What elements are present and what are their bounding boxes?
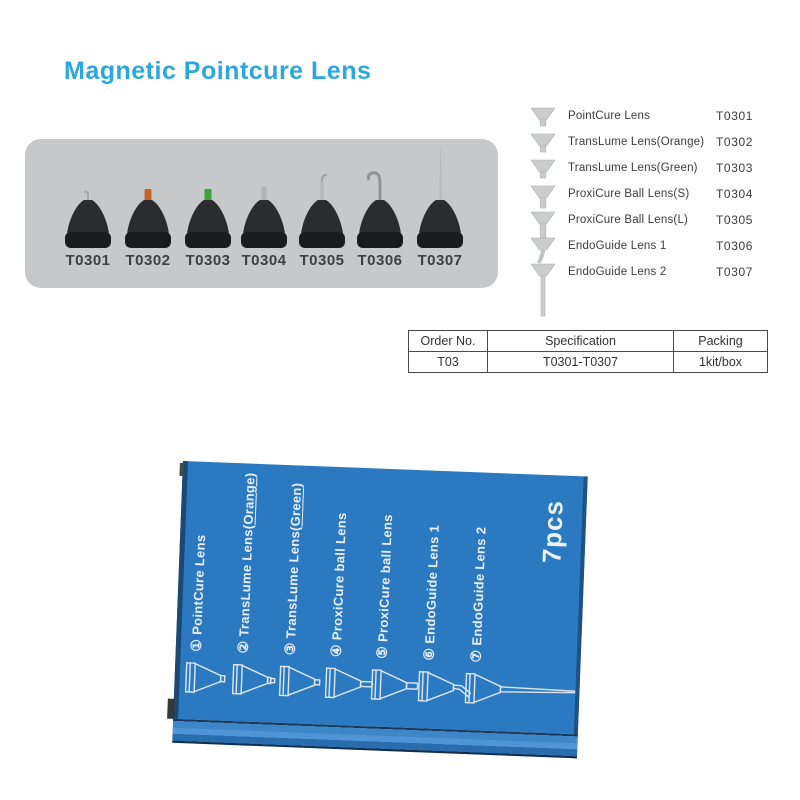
order-table bbox=[408, 330, 768, 373]
lens-code: T0305 bbox=[716, 213, 754, 227]
lens-tip-stem-icon bbox=[320, 180, 324, 201]
lens-name: EndoGuide Lens 2 bbox=[568, 266, 667, 278]
lens-photo-t0303 bbox=[178, 147, 238, 249]
box-funnel-icon-2 bbox=[231, 663, 278, 697]
page-title: Magnetic Pointcure Lens bbox=[64, 57, 372, 85]
circled-number-icon: ① bbox=[187, 638, 205, 652]
lens-name: TransLume Lens(Orange) bbox=[568, 136, 705, 148]
box-funnel-icon-3 bbox=[278, 665, 323, 699]
lens-tip-curved-hook-icon bbox=[368, 173, 380, 200]
circled-number-icon: ② bbox=[234, 640, 252, 654]
list-item bbox=[528, 207, 760, 233]
list-item bbox=[528, 155, 760, 181]
lens-photo-t0307 bbox=[410, 147, 470, 249]
product-box-photo bbox=[172, 461, 593, 767]
lens-name: ProxiCure Ball Lens(L) bbox=[568, 214, 689, 226]
lens-name: EndoGuide Lens 1 bbox=[568, 240, 667, 252]
funnel-lens-icon bbox=[530, 263, 558, 317]
box-label-2: ②TransLume Lens(Orange) bbox=[234, 472, 258, 654]
lens-code: T0302 bbox=[716, 135, 754, 149]
photo-code-t0307: T0307 bbox=[417, 252, 463, 269]
box-label-3: ③TransLume Lens(Green) bbox=[281, 482, 305, 656]
header-order-no: Order No. bbox=[409, 331, 488, 352]
lens-tip-green-icon bbox=[205, 189, 212, 201]
box-funnel-icon-1 bbox=[184, 661, 229, 695]
lens-code: T0307 bbox=[716, 265, 754, 279]
box-label-1: ①PointCure Lens bbox=[187, 534, 209, 652]
funnel-lens-icon bbox=[530, 159, 558, 183]
box-label-7: ⑦EndoGuide Lens 2 bbox=[467, 526, 489, 663]
photo-code-t0302: T0302 bbox=[125, 252, 171, 269]
cell-packing: 1kit/box bbox=[674, 352, 768, 373]
circled-number-icon: ③ bbox=[281, 642, 299, 656]
box-label-6: ⑥EndoGuide Lens 1 bbox=[420, 524, 442, 661]
lens-tip-hook-icon bbox=[84, 192, 88, 200]
list-item bbox=[528, 181, 760, 207]
list-item bbox=[528, 259, 760, 285]
box-corner-notch-top bbox=[179, 463, 183, 476]
lens-name: PointCure Lens bbox=[568, 110, 651, 122]
lens-name: TransLume Lens(Green) bbox=[568, 162, 698, 174]
lens-tip-stub-icon bbox=[262, 186, 267, 201]
photo-code-t0301: T0301 bbox=[65, 252, 111, 269]
lens-code: T0306 bbox=[716, 239, 754, 253]
order-table-header-row bbox=[409, 331, 768, 352]
lens-code: T0304 bbox=[716, 187, 754, 201]
box-funnel-icon-5 bbox=[370, 668, 421, 702]
header-packing: Packing bbox=[674, 331, 768, 352]
cell-order-no: T03 bbox=[409, 352, 488, 373]
lens-code: T0303 bbox=[716, 161, 754, 175]
box-pcs-label: 7pcs bbox=[536, 499, 569, 564]
lens-photo-t0302 bbox=[118, 147, 178, 249]
circled-number-icon: ⑥ bbox=[420, 647, 438, 661]
lens-list bbox=[528, 103, 760, 285]
lens-code: T0301 bbox=[716, 109, 754, 123]
order-table-data-row bbox=[409, 352, 768, 373]
box-label-4: ④ProxiCure ball Lens bbox=[327, 512, 350, 658]
box-label-5: ⑤ProxiCure ball Lens bbox=[373, 513, 396, 660]
box-corner-notch bbox=[167, 699, 175, 719]
lens-photo-t0305 bbox=[292, 147, 352, 249]
lens-tip-orange-icon bbox=[145, 189, 152, 201]
photo-code-t0304: T0304 bbox=[241, 252, 287, 269]
lens-photo-t0301 bbox=[58, 147, 118, 249]
circled-number-icon: ④ bbox=[327, 643, 345, 658]
list-item bbox=[528, 129, 760, 155]
lens-photo-t0304 bbox=[234, 147, 294, 249]
cell-specification: T0301-T0307 bbox=[488, 352, 674, 373]
photo-code-t0305: T0305 bbox=[299, 252, 345, 269]
lens-photo-t0306 bbox=[350, 147, 410, 249]
box-funnel-icon-7 bbox=[464, 672, 578, 708]
circled-number-icon: ⑦ bbox=[467, 649, 484, 663]
funnel-lens-icon bbox=[530, 133, 558, 157]
header-specification: Specification bbox=[488, 331, 674, 352]
photo-code-t0306: T0306 bbox=[357, 252, 403, 269]
list-item bbox=[528, 233, 760, 259]
lens-tip-needle-icon bbox=[439, 149, 441, 200]
list-item bbox=[528, 103, 760, 129]
photo-code-t0303: T0303 bbox=[185, 252, 231, 269]
funnel-lens-icon bbox=[530, 107, 558, 131]
lens-name: ProxiCure Ball Lens(S) bbox=[568, 188, 690, 200]
circled-number-icon: ⑤ bbox=[373, 645, 391, 660]
